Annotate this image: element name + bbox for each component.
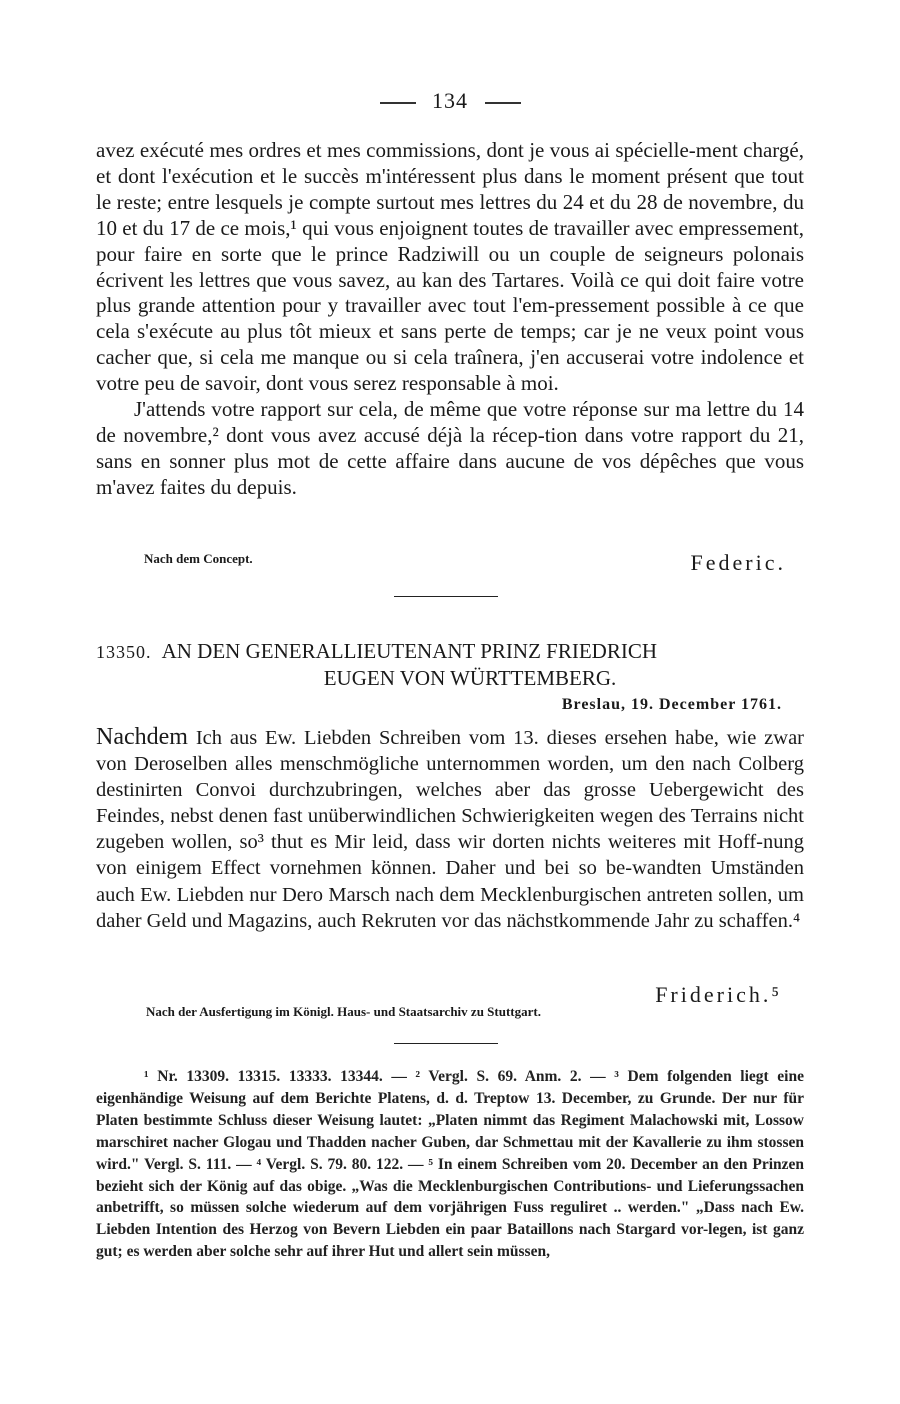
page-number: 134 <box>432 88 468 113</box>
header-rule-left <box>380 102 416 104</box>
french-paragraph-2: J'attends votre rapport sur cela, de même que votre réponse sur ma lettre du 14 de novembre,² dont vous avez accusé déjà la récep-tion dans votre rapport du 21, sans en sonner plus mot de cette affaire dans aucune de vos dépêches que vous m'avez faites du depuis. <box>96 397 804 499</box>
letter-number: 13350. <box>96 642 152 662</box>
letter-heading <box>96 638 804 691</box>
footnotes <box>96 1066 804 1263</box>
letter-dateline: Breslau, 19. December 1761. <box>561 696 782 713</box>
header-rule-right <box>485 102 521 104</box>
german-source-note: Nach der Ausfertigung im Königl. Haus- und Staatsarchiv zu Stuttgart. <box>146 1004 541 1019</box>
french-letter-footer <box>96 550 786 576</box>
page-header <box>0 88 900 114</box>
letter-title-line-1: AN DEN GENERALLIEUTENANT PRINZ FRIEDRICH <box>161 639 658 663</box>
german-paragraph-text: Ich aus Ew. Liebden Schreiben vom 13. dieses ersehen habe, wie zwar von Deroselben alles menschmögliche unternommen worden, um den nach Colberg destinirten Convoi durchzubringen, welches aber das grosse Uebergewicht des Feindes, nebst denen fast unüberwindlichen Schwierigkeiten wegen des Terrains nicht zugeben wollen, so³ thut es Mir leid, dass wir dorten nichts weiteres mit Hoff-nung von einigem Effect vornehmen können. Daher und bei so be-wandten Umständen auch Ew. Liebden nur Dero Marsch nach dem Mecklenburgischen antreten sollen, um daher Geld und Magazins, auch Rekruten vor das nächstkommende Jahr zu schaffen.⁴ <box>96 727 804 932</box>
letter-title-line-2: EUGEN VON WÜRTTEMBERG. <box>323 666 617 690</box>
french-letter-body <box>96 138 804 501</box>
german-letter-body <box>96 724 804 934</box>
german-first-word: Nachdem <box>96 724 188 750</box>
french-signature: Federic. <box>690 550 786 575</box>
french-source-note: Nach dem Concept. <box>144 551 253 566</box>
section-divider <box>394 596 498 597</box>
french-paragraph-1: avez exécuté mes ordres et mes commissions, dont je vous ai spécielle-ment chargé, et dont l'exécution et le succès m'intéressent plus dans le moment présent que tout le reste; entre lesquels je compte surtout mes lettres du 24 et du 28 de novembre, du 10 et du 17 de ce mois,¹ qui vous enjoignent toutes de travailler avec empressement, pour faire en sorte que le prince Radziwill ou un couple de seigneurs polonais écrivent les lettres que vous savez, au kan des Tartares. Voilà ce qui doit faire votre plus grande attention pour y travailler avec tout l'em-pressement possible à ce que cela s'exécute au plus tôt mieux et sans perte de temps; car je ne veux point vous cacher que, si cela me manque ou si cela traînera, j'en accuserai votre indolence et votre peu de savoir, dont vous serez responsable à moi. <box>96 138 804 396</box>
german-signature: Friderich.⁵ <box>655 982 782 1007</box>
footnote-divider <box>394 1043 498 1044</box>
footnote-text: ¹ Nr. 13309. 13315. 13333. 13344. — ² Vergl. S. 69. Anm. 2. — ³ Dem folgenden liegt eine eigenhändige Weisung auf dem Berichte Platens, d. d. Treptow 13. December, zu Grunde. Der nur für Platen bestimmte Schluss dieser Weisung lautet: „Platen nimmt das Regiment Malachowski mit, Lossow marschiret nacher Glogau und Thadden nacher Guben, dar Schmettau mit der Kavallerie zu ihm stossen wird." Vergl. S. 111. — ⁴ Vergl. S. 79. 80. 122. — ⁵ In einem Schreiben vom 20. December an den Prinzen bezieht sich der König auf das obige. „Was die Mecklenburgischen Contributions- und Lieferungssachen anbetrifft, so müssen solche wiederum auf dem vorjährigen Fuss reguliret .. werden." „Dass nach Ew. Liebden Intention des Herzog von Bevern Liebden ein paar Bataillons nach Stargard vor-legen, ist ganz gut; es werden aber solche sehr auf ihrer Hut und allert sein müssen, <box>96 1068 804 1261</box>
german-paragraph <box>96 724 804 934</box>
